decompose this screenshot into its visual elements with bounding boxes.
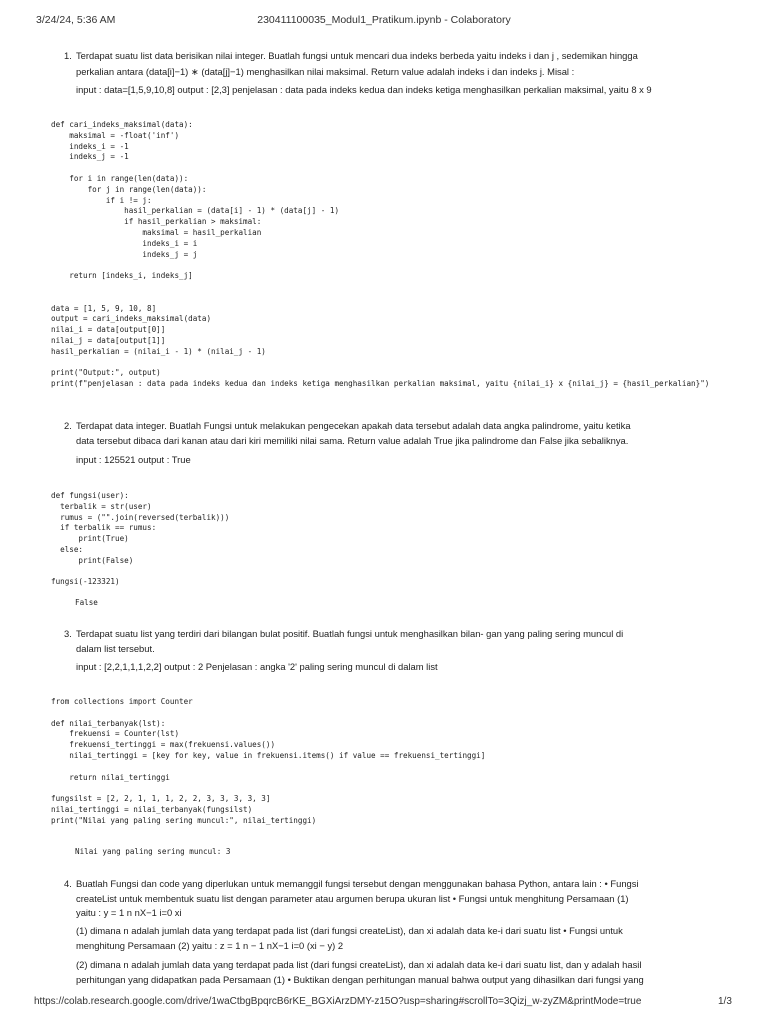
print-datetime: 3/24/24, 5:36 AM [36, 14, 116, 26]
document-title: 230411100035_Modul1_Pratikum.ipynb - Colaboratory [257, 14, 511, 26]
q2-text-line2: data tersebut dibaca dari kanan atau dari kiri memiliki nilai sama. Return value adalah True jika palindrome dan False jika sebaliknya. [76, 435, 629, 446]
footer-url: https://colab.research.google.com/drive/1waCtbgBpqrcB6rKE_BGXiArzDMY-z15O?usp=sharing#scrollTo=3Qizj_w-zyZM&printMode=true [34, 996, 642, 1007]
q2-number: 2. [64, 420, 72, 431]
q4-para2-line1: (1) dimana n adalah jumlah data yang terdapat pada list (dari fungsi createList), dan xi adalah data ke-i dari suatu list • Fungsi untuk [76, 925, 623, 936]
q2-text-line1: Terdapat data integer. Buatlah Fungsi untuk melakukan pengecekan apakah data tersebut adalah data angka palindrome, yaitu ketika [76, 420, 631, 431]
q1-text-line1: Terdapat suatu list data berisikan nilai integer. Buatlah fungsi untuk mencari dua indeks berbeda yaitu indeks i dan j , sedemikan hingga [76, 50, 638, 61]
q2-example: input : 125521 output : True [76, 454, 191, 465]
q1-example: input : data=[1,5,9,10,8] output : [2,3] penjelasan : data pada indeks kedua dan indeks ketiga menghasilkan perkalian maksimal, yaitu 8 x 9 [76, 84, 652, 95]
q4-text-line2: createList untuk membentuk suatu list dengan parameter atau argumen berupa ukuran list • Fungsi untuk menghitung Persamaan (1) [76, 893, 629, 904]
q3-example: input : [2,2,1,1,1,2,2] output : 2 Penjelasan : angka '2' paling sering muncul di dalam list [76, 661, 438, 672]
q4-number: 4. [64, 878, 72, 889]
q4-text-line1: Buatlah Fungsi dan code yang diperlukan untuk memanggil fungsi tersebut dengan menggunakan bahasa Python, antara lain : • Fungsi [76, 878, 639, 889]
q2-code-cell[interactable]: def fungsi(user): terbalik = str(user) rumus = ("".join(reversed(terbalik))) if terbalik == rumus: print(True) else: print(False) fungsi(-123321) [51, 491, 230, 587]
q1-code-cell[interactable]: def cari_indeks_maksimal(data): maksimal = -float('inf') indeks_i = -1 indeks_j = -1 for i in range(len(data)): for j in range(len(data)): if i != j: hasil_perkalian = (data[i] - 1) * (data[j] - 1) if hasil_perkalian > maksimal: maksimal = hasil_perkalian indeks_i = i indeks_j = j return [indeks_i, indeks_j] data = [1, 5, 9, 10, 8] output = cari_indeks_maksimal(data) nilai_i = data[output[0]] nilai_j = data[output[1]] hasil_perkalian = (nilai_i - 1) * (nilai_j - 1) print("Output:", output) print(f"penjelasan : data pada indeks kedua dan indeks ketiga menghasilkan perkalian maksimal, yaitu {nilai_i} x {nilai_j} = {hasil_perkalian}") [51, 120, 710, 389]
q3-text-line1: Terdapat suatu list yang terdiri dari bilangan bulat positif. Buatlah fungsi untuk menghasilkan bilan- gan yang paling sering muncul di [76, 628, 624, 639]
q3-code-cell[interactable]: from collections import Counter def nilai_terbanyak(lst): frekuensi = Counter(lst) frekuensi_tertinggi = max(frekuensi.values()) nilai_tertinggi = [key for key, value in frekuensi.items() if value == frekuensi_tertinggi] return nilai_tertinggi fungsilst = [2, 2, 1, 1, 1, 2, 2, 3, 3, 3, 3, 3] nilai_tertinggi = nilai_terbanyak(fungsilst) print("Nilai yang paling sering muncul:", nilai_tertinggi) [51, 697, 486, 825]
q3-text-line2: dalam list tersebut. [76, 643, 155, 654]
q4-para3-line2: perhitungan yang didapatkan pada Persamaan (1) • Buktikan dengan perhitungan manual bahwa output yang dihasilkan dari fungsi yang [76, 974, 644, 985]
q1-number: 1. [64, 50, 72, 61]
q3-cell-output: Nilai yang paling sering muncul: 3 [75, 847, 231, 856]
q4-para2-line2: menghitung Persamaan (2) yaitu : z = 1 n − 1 nX−1 i=0 (xi − y) 2 [76, 940, 344, 951]
q2-cell-output: False [75, 598, 98, 607]
q4-text-line3: yaitu : y = 1 n nX−1 i=0 xi [76, 907, 182, 918]
q1-text-line2: perkalian antara (data[i]−1) ∗ (data[j]−1) menghasilkan nilai maksimal. Return value adalah indeks i dan indeks j. Misal : [76, 66, 575, 77]
q3-number: 3. [64, 628, 72, 639]
page-number: 1/3 [718, 996, 732, 1007]
q4-para3-line1: (2) dimana n adalah jumlah data yang terdapat pada list (dari fungsi createList), dan xi adalah data ke-i dari suatu list, dan y adalah hasil [76, 959, 642, 970]
